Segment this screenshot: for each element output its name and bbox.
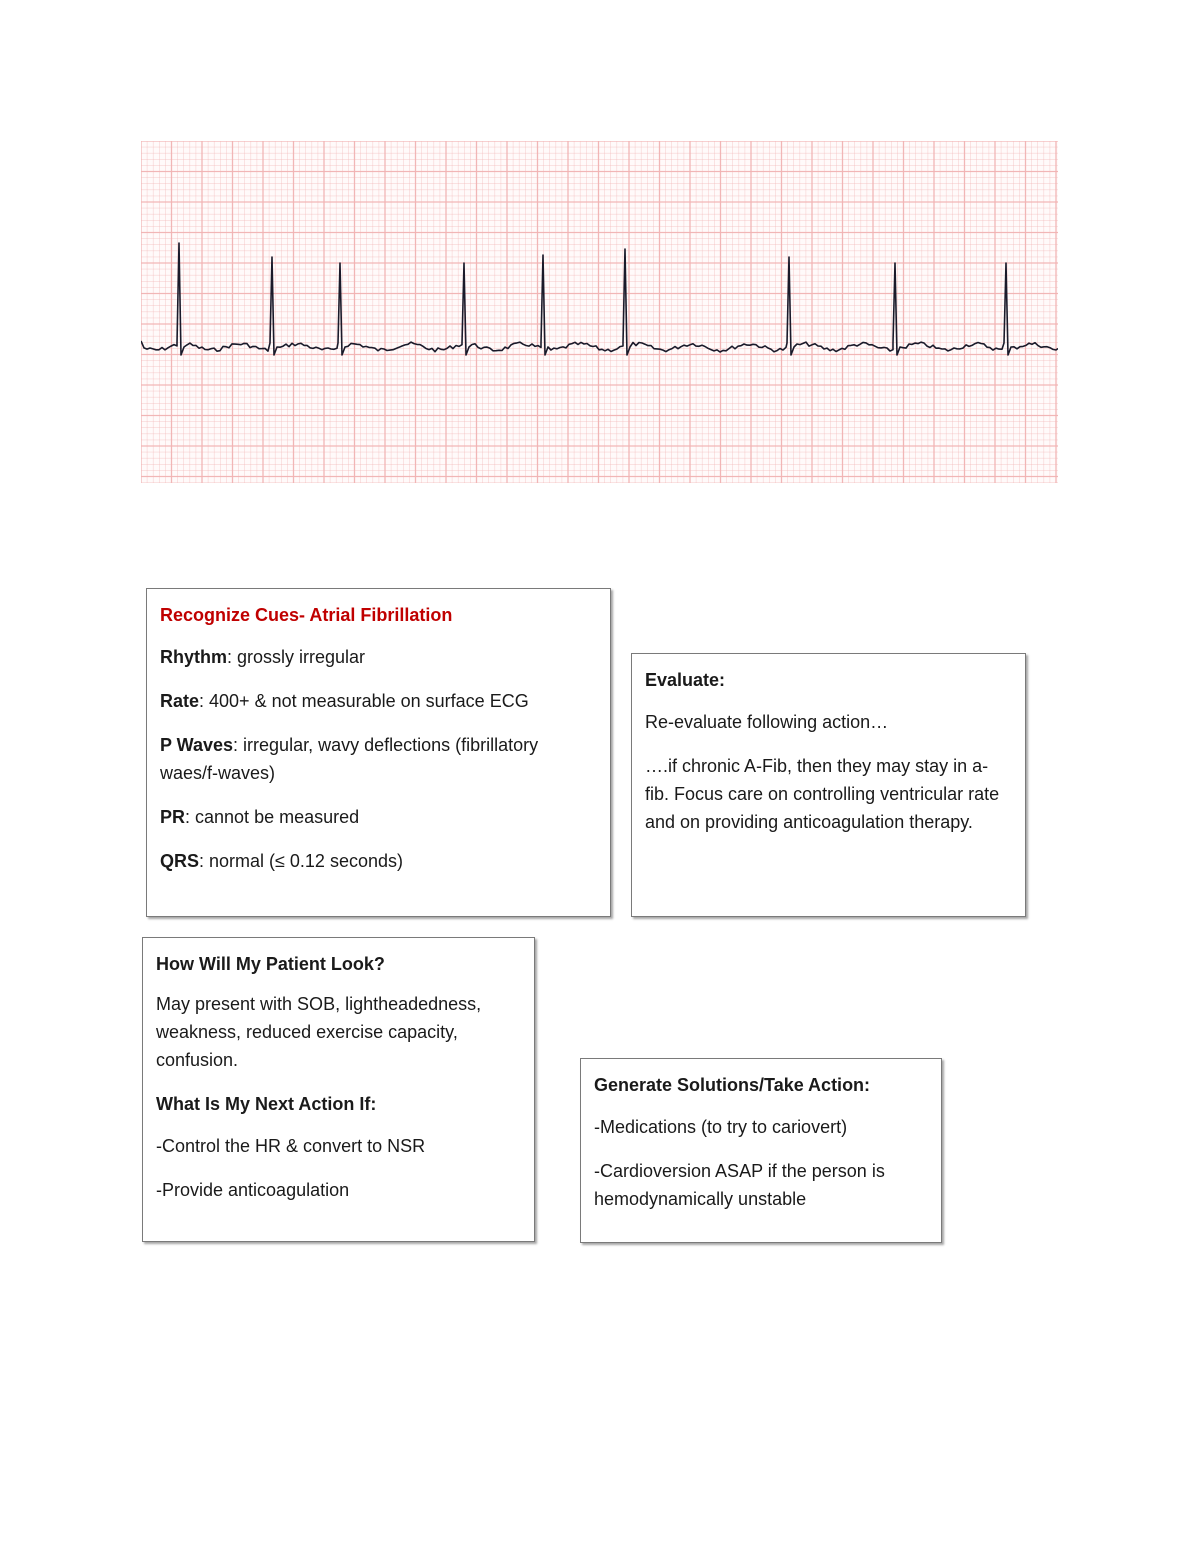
ecg-strip-image — [141, 141, 1058, 483]
cue-rhythm — [160, 643, 597, 671]
cue-label: Rhythm — [160, 647, 227, 667]
generate-solutions-title: Generate Solutions/Take Action: — [594, 1075, 871, 1095]
evaluate-box — [631, 653, 1026, 917]
cue-text: : normal (≤ 0.12 seconds) — [199, 851, 403, 871]
cue-label: Rate — [160, 691, 200, 711]
evaluate-paragraph-1: Re-evaluate following action… — [645, 712, 889, 732]
generate-solutions-box — [580, 1058, 942, 1243]
cue-qrs — [160, 847, 597, 875]
solution-item: -Medications (to try to cariovert) — [594, 1117, 848, 1137]
patient-look-title: How Will My Patient Look? — [156, 954, 385, 974]
next-action-item: -Provide anticoagulation — [156, 1180, 350, 1200]
cue-label: QRS — [160, 851, 200, 871]
recognize-cues-box — [146, 588, 611, 917]
cue-text: : cannot be measured — [185, 807, 360, 827]
cue-rate — [160, 687, 597, 715]
cue-label: PR — [160, 807, 186, 827]
cue-p-waves — [160, 731, 597, 787]
cue-label: P Waves — [160, 735, 234, 755]
evaluate-paragraph-2: ….if chronic A-Fib, then they may stay in a-fib. Focus care on controlling ventricular rate and on providing anticoagulation therapy. — [645, 756, 1000, 832]
recognize-cues-title: Recognize Cues- Atrial Fibrillation — [160, 605, 453, 625]
cue-text: : grossly irregular — [227, 647, 366, 667]
cue-text: : irregular, wavy deflections (fibrillatory waes/f-waves) — [160, 735, 539, 783]
patient-look-text: May present with SOB, lightheadedness, weakness, reduced exercise capacity, confusion. — [156, 994, 482, 1070]
cue-text: : 400+ & not measurable on surface ECG — [199, 691, 529, 711]
cue-pr — [160, 803, 597, 831]
next-action-title: What Is My Next Action If: — [156, 1094, 377, 1114]
evaluate-title: Evaluate: — [645, 670, 726, 690]
next-action-item: -Control the HR & convert to NSR — [156, 1136, 426, 1156]
solution-item: -Cardioversion ASAP if the person is hemodynamically unstable — [594, 1161, 885, 1209]
patient-look-box — [142, 937, 535, 1242]
